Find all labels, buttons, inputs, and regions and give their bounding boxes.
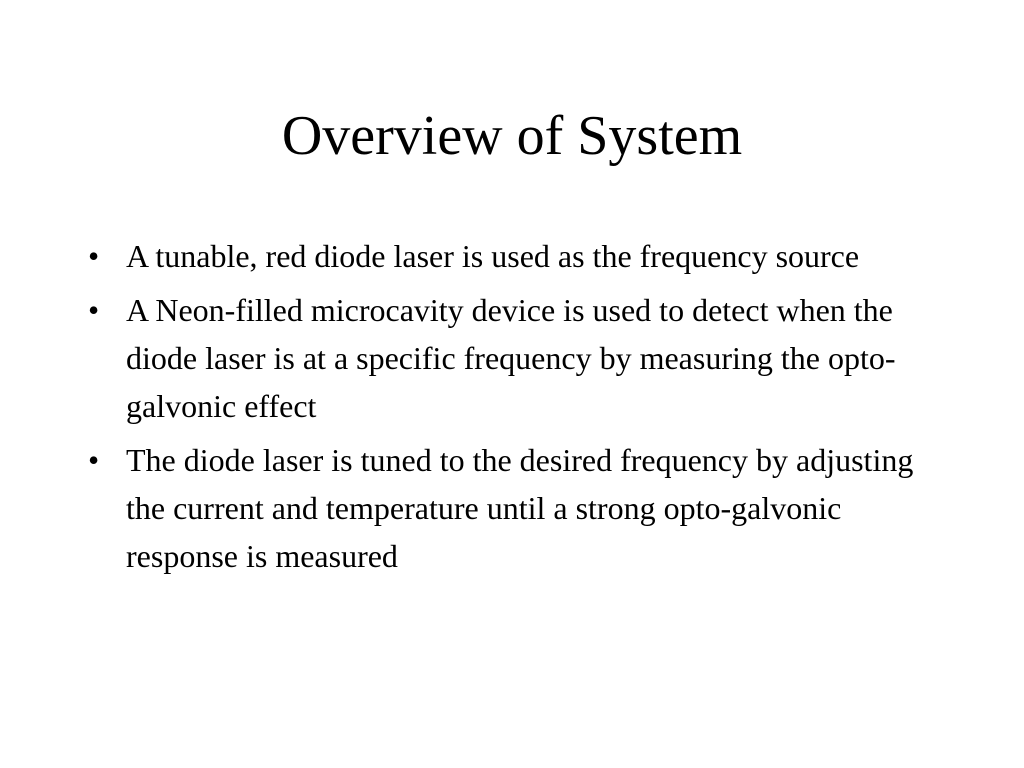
slide-title: Overview of System [281, 105, 743, 167]
bullet-icon: • [88, 442, 100, 478]
bullet-icon: • [88, 292, 100, 328]
bullet-icon: • [88, 238, 100, 274]
bullet-item-2 [88, 286, 948, 430]
bullet-item-1 [88, 232, 948, 280]
bullet-list [88, 232, 948, 586]
bullet-item-3 [88, 436, 948, 580]
bullet-text-3: The diode laser is tuned to the desired frequency by adjusting the current and temperature until a strong opto-galvonic response is measured [126, 442, 914, 574]
bullet-text-2: A Neon-filled microcavity device is used to detect when the diode laser is at a specific frequency by measuring the opto-galvonic effect [126, 292, 896, 424]
bullet-text-1: A tunable, red diode laser is used as the frequency source [126, 238, 860, 274]
